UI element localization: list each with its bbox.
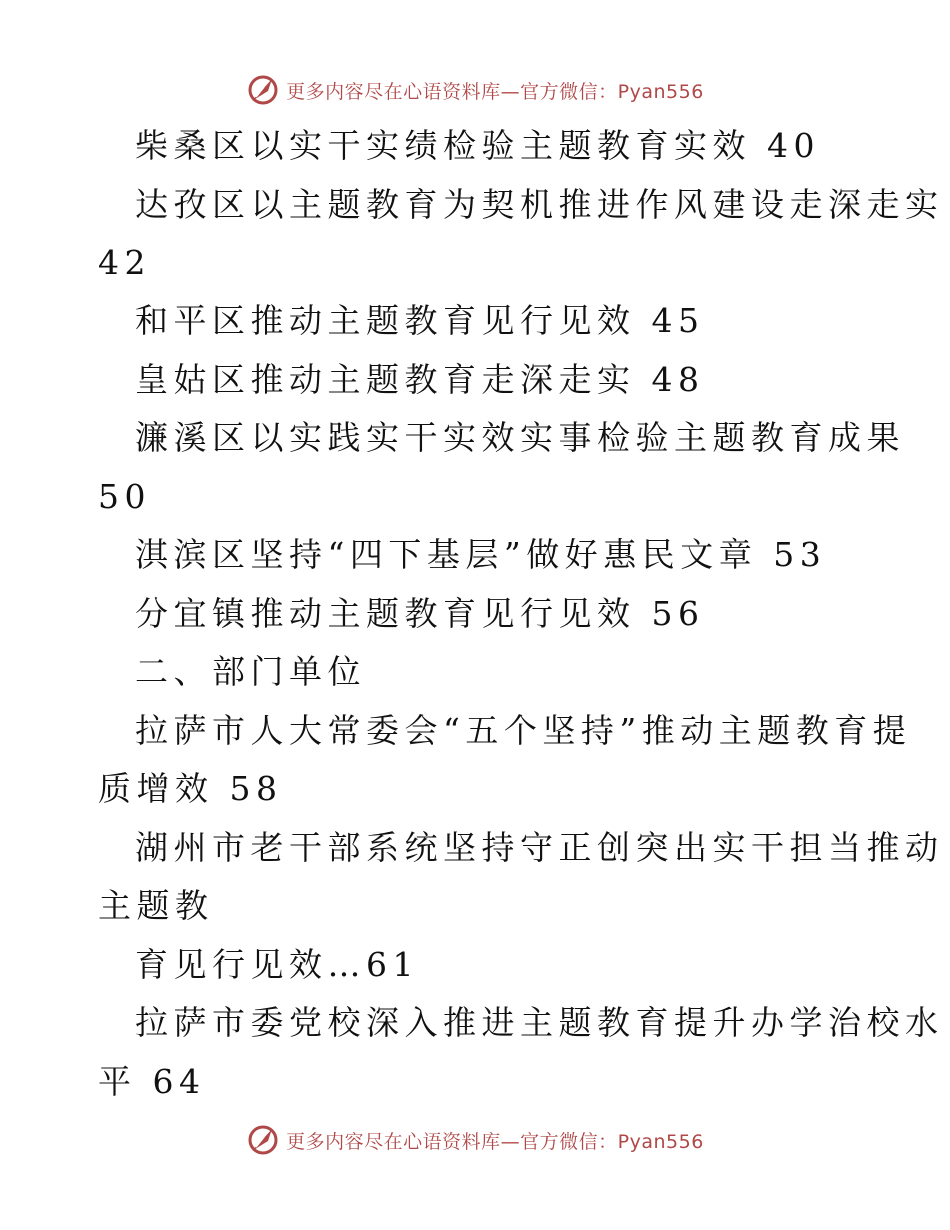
quill-pen-icon	[246, 1123, 280, 1157]
banner-main: 更多内容尽在心语资料库	[286, 1130, 501, 1153]
toc-entry: 濂溪区以实践实干实效实事检验主题教育成果	[135, 418, 905, 457]
toc-entry: 柴桑区以实干实绩检验主题教育实效 40	[135, 126, 820, 165]
banner-sub: 官方微信：Pyan556	[520, 80, 704, 103]
footer-banner	[0, 1120, 950, 1160]
toc-entry: 淇滨区坚持“四下基层”做好惠民文章 53	[135, 535, 827, 574]
toc-entry: 拉萨市人大常委会“五个坚持”推动主题教育提	[135, 711, 912, 750]
section-heading: 二、部门单位	[135, 652, 366, 691]
banner-text	[286, 1127, 704, 1154]
toc-entry: 湖州市老干部系统坚持守正创突出实干担当推动	[135, 828, 944, 867]
toc-entry: 达孜区以主题教育为契机推进作风建设走深走实	[135, 185, 944, 224]
toc-entry-page: 50	[98, 477, 151, 516]
banner-dash: —	[500, 80, 521, 103]
toc-entry: 育见行见效…61	[135, 945, 419, 984]
banner-main: 更多内容尽在心语资料库	[286, 80, 501, 103]
toc-entry-continued: 主题教	[98, 886, 214, 925]
toc-entry-page: 42	[98, 243, 151, 282]
toc-entry-continued: 平 64	[98, 1062, 206, 1101]
toc-entry: 分宜镇推动主题教育见行见效 56	[135, 594, 705, 633]
toc-entry: 拉萨市委党校深入推进主题教育提升办学治校水	[135, 1003, 944, 1042]
banner-sub: 官方微信：Pyan556	[520, 1130, 704, 1153]
toc-entry: 皇姑区推动主题教育走深走实 48	[135, 360, 705, 399]
banner-dash: —	[500, 1130, 521, 1153]
toc-entry-continued: 质增效 58	[98, 769, 283, 808]
toc-entry: 和平区推动主题教育见行见效 45	[135, 301, 705, 340]
